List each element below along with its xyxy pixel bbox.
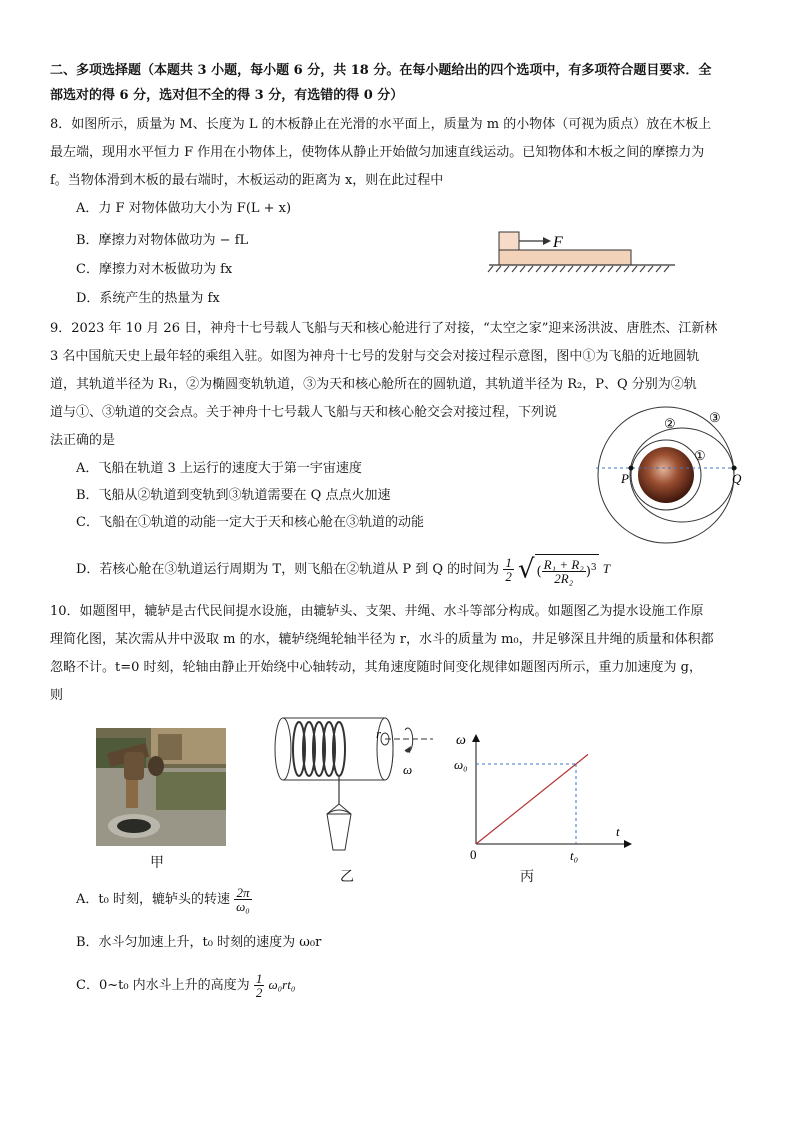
- q8-ground-hatch: [488, 266, 669, 272]
- q9-option-c: C．飞船在①轨道的动能一定大于天和核心舱在③轨道的动能: [76, 515, 424, 530]
- q9-sqrt-body: ( $\frac{\text{R₁ + R₂}}{\text{2R₂}}$ )$^3$: [535, 554, 599, 585]
- q10-stem-line2: 理简化图，某次需从井中汲取 m 的水，辘轳绕绳轮轴半径为 r，水斗的质量为 m₀，井足够深且井绳的质量和体积都: [50, 632, 714, 647]
- q8-stem-line2: 最左端，现用水平恒力 F 作用在小物体上，使物体从静止开始做匀加速直线运动。已知物体和木板之间的摩擦力为: [50, 145, 705, 160]
- x-axis-label: t: [616, 824, 620, 839]
- orbit-1-label: ①: [694, 448, 706, 463]
- windlass-photo: [96, 728, 226, 846]
- point-Q-label: Q: [732, 471, 742, 486]
- q9-option-d-text: D．若核心舱在③轨道运行周期为 T，则飞船在②轨道从 P 到 Q 的时间为: [76, 562, 500, 578]
- point-Q-dot: [732, 466, 737, 471]
- q9-stem-line1: 9．2023 年 10 月 26 日，神舟十七号载人飞船与天和核心舱进行了对接，“太空之家”迎来汤洪波、唐胜杰、江新林: [50, 321, 718, 336]
- earth-sphere: [638, 447, 694, 503]
- radius-label: r: [376, 726, 382, 741]
- q9-sqrt-sign: √: [517, 554, 535, 585]
- origin-label: 0: [470, 847, 477, 862]
- caption-bing: 丙: [520, 869, 534, 885]
- q8-block: [499, 232, 519, 250]
- caption-jia: 甲: [150, 855, 164, 871]
- q9-stem-line4: 道与①、③轨道的交会点。关于神舟十七号载人飞船与天和核心舱交会对接过程，下列说: [50, 405, 558, 420]
- q9-stem-line3: 道，其轨道半径为 R₁，②为椭圆变轨轨道，③为天和核心舱所在的圆轨道，其轨道半径为 R₂，P、Q 分别为②轨: [50, 377, 697, 392]
- q10-option-a-fraction: $\frac{2\pi}{\text{ω₀}}$: [236, 885, 250, 914]
- q8-force-arrowhead: [543, 237, 551, 245]
- q9-orbit-figure: [594, 404, 754, 546]
- q9-stem-line2: 3 名中国航天史上最年轻的乘组入驻。如图为神舟十七号的发射与交会对接过程示意图，图中①为飞船的近地圆轨: [50, 349, 700, 364]
- omega-time-graph: [448, 728, 638, 864]
- point-P-dot: [629, 466, 634, 471]
- t0-tick-label: t₀: [570, 848, 579, 863]
- q8-stem-line1: 8．如图所示，质量为 M、长度为 L 的木板静止在光滑的水平面上，质量为 m 的小物体（可视为质点）放在木板上: [50, 117, 712, 132]
- orbit-3-label: ③: [709, 410, 721, 425]
- omega0-tick-label: ω₀: [454, 757, 468, 772]
- water-bucket: [327, 814, 351, 850]
- q10-stem-line3: 忽略不计。t=0 时刻，轮轴由静止开始绕中心轴转动，其角速度随时间变化规律如题图丙所示，重力加速度为 g，: [50, 660, 702, 675]
- orbit-2-label: ②: [664, 416, 676, 431]
- q10-option-c-fraction: $\frac{1}{2}$: [255, 971, 263, 1000]
- q8-stem-line3: f。当物体滑到木板的最右端时，木板运动的距离为 x，则在此过程中: [50, 173, 444, 188]
- q9-stem-line5: 法正确的是: [50, 433, 116, 448]
- q10-option-c: [76, 972, 295, 999]
- q9-option-d: D．若核心舱在③轨道运行周期为 T，则飞船在②轨道从 P 到 Q 的时间为 $\frac{1}{2}$ √ ( $\frac{\text{R₁ + R₂}}{\text{2R₂}}$ )$^3$ T: [76, 554, 610, 587]
- q8-option-d: D．系统产生的热量为 fx: [76, 291, 220, 306]
- y-axis-label: ω: [456, 733, 466, 748]
- q9-option-b: B．飞船从②轨道到变轨到③轨道需要在 Q 点点火加速: [76, 488, 391, 503]
- windlass-diagram: [265, 712, 440, 862]
- section-header-line2: 部选对的得 6 分，选对但不全的得 3 分，有选错的得 0 分）: [50, 88, 404, 103]
- q10-option-a-text: A．t₀ 时刻，辘轳头的转速: [76, 892, 230, 907]
- q10-option-c-text: C．0~t₀ 内水斗上升的高度为: [76, 978, 250, 993]
- q10-stem-line4: 则: [50, 688, 64, 703]
- omega-series-line: [476, 754, 588, 844]
- q8-option-b: B．摩擦力对物体做功为 − fL: [76, 233, 249, 248]
- q8-board-figure: [485, 225, 685, 275]
- q8-option-a: A．力 F 对物体做功大小为 F(L + x): [76, 201, 292, 216]
- point-P-label: P: [621, 471, 629, 486]
- q9-option-a: A．飞船在轨道 3 上运行的速度大于第一宇宙速度: [76, 461, 362, 476]
- x-axis-arrow: [624, 840, 632, 848]
- omega-label: ω: [403, 762, 413, 777]
- q8-board: [499, 250, 631, 265]
- drum-left-end: [275, 718, 291, 780]
- q10-stem-line1: 10．如题图甲，辘轳是古代民间提水设施，由辘轳头、支架、井绳、水斗等部分构成。如题图乙为提水设施工作原: [50, 604, 704, 619]
- q8-option-c: C．摩擦力对木板做功为 fx: [76, 262, 233, 277]
- windlass-photo-drawing: [96, 728, 226, 846]
- q10-option-b: B．水斗匀加速上升，t₀ 时刻的速度为 ω₀r: [76, 935, 322, 950]
- y-axis-arrow: [472, 734, 480, 742]
- caption-yi: 乙: [340, 869, 354, 885]
- q8-force-label: F: [553, 234, 563, 251]
- q10-option-c-tail: ω₀rt₀: [268, 977, 296, 992]
- q10-option-a: [76, 886, 252, 913]
- q9-option-d-half: $\frac{1}{2}$: [505, 555, 512, 585]
- section-header-line1: 二、多项选择题（本题共 3 小题，每小题 6 分，共 18 分。在每小题给出的四个选项中，有多项符合题目要求．全: [50, 63, 712, 78]
